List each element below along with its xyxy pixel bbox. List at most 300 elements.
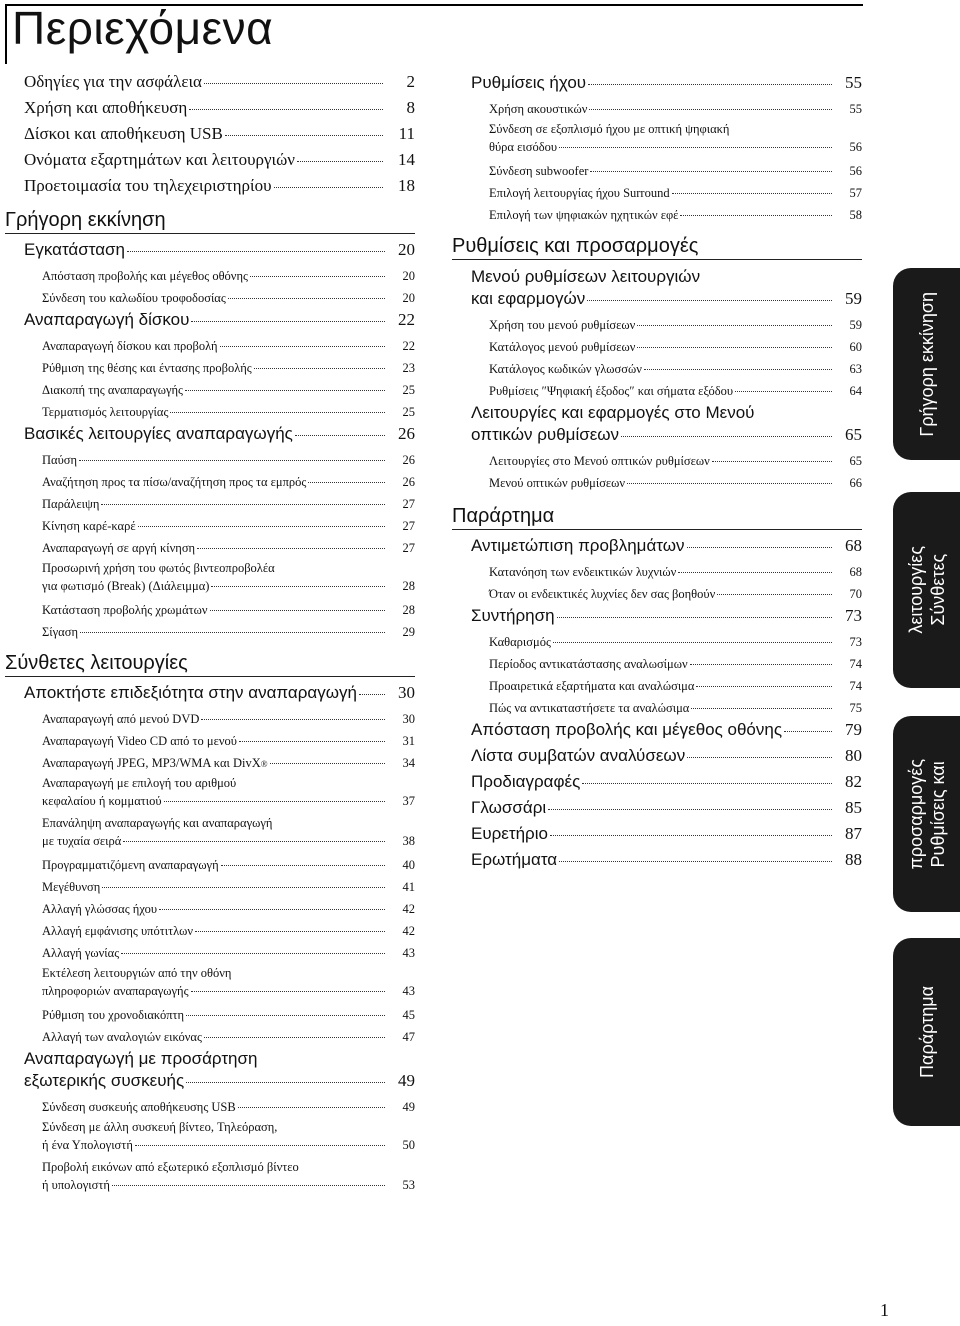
toc-subentry[interactable] — [5, 920, 415, 942]
toc-heading-multiline-line2-row — [471, 424, 862, 446]
toc-subentry[interactable] — [5, 854, 415, 876]
toc-subentry-page: 49 — [402, 1100, 415, 1114]
page-number: 1 — [880, 1300, 889, 1320]
toc-subentry[interactable] — [5, 287, 415, 309]
toc-subentry-page: 27 — [402, 519, 415, 533]
toc-subentry[interactable] — [5, 730, 415, 752]
toc-subentry-text: Ρύθμιση της θέσης και έντασης προβολής — [42, 361, 252, 375]
toc-heading-page: 85 — [845, 798, 862, 817]
toc-subentry-multiline[interactable] — [5, 1118, 415, 1154]
toc-subentry-text: Κατανόηση των ενδεικτικών λυχνιών — [489, 565, 677, 579]
toc-entry-page: 11 — [398, 124, 415, 143]
toc-heading-page: 68 — [845, 536, 862, 555]
toc-heading-multiline-line1: Λειτουργίες και εφαρμογές στο Μενού — [471, 403, 755, 422]
toc-subentry-page: 34 — [402, 756, 415, 770]
dot-leader — [712, 461, 832, 462]
toc-subentry-multiline-line1: Προβολή εικόνων από εξωτερικό εξοπλισμό βίντεο — [42, 1160, 299, 1174]
toc-heading-page: 26 — [398, 424, 415, 443]
toc-left-column — [5, 72, 415, 1198]
toc-heading-multiline-line2: και εφαρμογών — [471, 289, 586, 308]
toc-subentry-page: 40 — [402, 858, 415, 872]
toc-entry-text: Προετοιμασία του τηλεχειριστηρίου — [24, 176, 272, 195]
dot-leader — [559, 861, 832, 862]
dot-leader — [250, 276, 385, 277]
dot-leader — [588, 84, 832, 85]
toc-heading-text: Ρυθμίσεις ήχου — [471, 73, 587, 92]
toc-subentry[interactable] — [5, 379, 415, 401]
toc-subentry-text: Παράλειψη — [42, 497, 100, 511]
toc-subentry[interactable] — [5, 265, 415, 287]
toc-subentry[interactable] — [5, 1026, 415, 1048]
toc-subentry-multiline-page: 53 — [402, 1178, 415, 1192]
toc-subentry-page: 45 — [402, 1008, 415, 1022]
toc-heading-multiline-line2: εξωτερικής συσκευής — [24, 1071, 185, 1090]
dot-leader — [680, 215, 832, 216]
toc-subentry-text: Σύνδεση του καλωδίου τροφοδοσίας — [42, 291, 226, 305]
dot-leader — [189, 109, 383, 110]
toc-subentry[interactable] — [452, 98, 862, 120]
toc-heading-page: 20 — [398, 240, 415, 259]
toc-subentry-text: Αλλαγή γωνίας — [42, 946, 120, 960]
dot-leader — [102, 887, 385, 888]
toc-subentry-multiline-page: 43 — [402, 984, 415, 998]
section-title-appendix: Παράρτημα — [452, 502, 862, 530]
toc-subentry-text: Αναπαραγωγή από μενού DVD — [42, 712, 200, 726]
toc-heading-multiline[interactable] — [452, 402, 862, 446]
toc-subentry[interactable] — [5, 898, 415, 920]
dot-leader — [297, 161, 383, 162]
toc-subentry[interactable] — [452, 182, 862, 204]
dot-leader — [587, 300, 832, 301]
dot-leader — [186, 1015, 385, 1016]
toc-subentry[interactable] — [5, 515, 415, 537]
tab-appendix[interactable] — [893, 938, 960, 1126]
toc-subentry-text: Αναπαραγωγή Video CD από το μενού — [42, 734, 237, 748]
dot-leader — [359, 694, 385, 695]
toc-subentry-text: Αλλαγή των αναλογιών εικόνας — [42, 1030, 202, 1044]
toc-subentry[interactable] — [452, 314, 862, 336]
toc-heading-multiline-page: 49 — [398, 1071, 415, 1090]
toc-subentry-page: 25 — [402, 383, 415, 397]
toc-subentry-text: Προαιρετικά εξαρτήματα και αναλώσιμα — [489, 679, 695, 693]
toc-subentry-multiline-line1: Εκτέλεση λειτουργιών από την οθόνη — [42, 966, 232, 980]
toc-subentry[interactable] — [5, 942, 415, 964]
tab-quick-start-label: Γρήγορη εκκίνηση — [916, 291, 937, 437]
dot-leader — [210, 610, 385, 611]
dot-leader — [204, 83, 383, 84]
dot-leader — [112, 1185, 385, 1186]
dot-leader — [644, 369, 832, 370]
toc-subentry-page: 74 — [849, 679, 862, 693]
toc-heading-page: 55 — [845, 73, 862, 92]
toc-subentry[interactable] — [452, 631, 862, 653]
dot-leader — [220, 346, 385, 347]
toc-subentry-page: 30 — [402, 712, 415, 726]
dot-leader — [687, 757, 832, 758]
toc-heading[interactable] — [5, 683, 415, 708]
toc-subentry[interactable] — [5, 752, 415, 774]
toc-subentry-multiline-line2: ή υπολογιστή — [42, 1178, 110, 1192]
toc-heading-multiline-page: 59 — [845, 289, 862, 308]
toc-heading[interactable] — [452, 824, 862, 849]
toc-subentry-page: 58 — [849, 208, 862, 222]
toc-subentry-text: Χρήση του μενού ρυθμίσεων — [489, 318, 636, 332]
toc-entry-page: 2 — [406, 72, 415, 91]
toc-subentry[interactable] — [452, 450, 862, 472]
toc-subentry-text: Πώς να αντικαταστήσετε τα αναλώσιμα — [489, 701, 690, 715]
toc-subentry[interactable] — [5, 335, 415, 357]
toc-subentry-text: Κίνηση καρέ-καρέ — [42, 519, 136, 533]
toc-heading-page: 80 — [845, 746, 862, 765]
toc-subentry[interactable] — [452, 697, 862, 719]
toc-entry-text: Ονόματα εξαρτημάτων και λειτουργιών — [24, 150, 295, 169]
toc-heading-text: Ευρετήριο — [471, 824, 548, 843]
toc-subentry[interactable] — [5, 876, 415, 898]
dot-leader — [559, 147, 832, 148]
tab-settings-label-1: Ρυθμίσεις και — [927, 760, 948, 868]
toc-heading-text: Αντιμετώπιση προβλημάτων — [471, 536, 685, 555]
toc-subentry-multiline[interactable] — [5, 774, 415, 810]
toc-heading[interactable] — [5, 310, 415, 335]
toc-subentry[interactable] — [5, 1096, 415, 1118]
toc-subentry-text: Απόσταση προβολής και μέγεθος οθόνης — [42, 269, 248, 283]
toc-heading-text: Βασικές λειτουργίες αναπαραγωγής — [24, 424, 293, 443]
toc-subentry-page: 29 — [402, 625, 415, 639]
dot-leader — [201, 719, 385, 720]
dot-leader — [238, 1107, 385, 1108]
dot-leader — [197, 548, 385, 549]
toc-heading-text: Συντήρηση — [471, 606, 555, 625]
dot-leader — [211, 586, 385, 587]
toc-subentry-page: 31 — [402, 734, 415, 748]
toc-heading-page: 87 — [845, 824, 862, 843]
toc-subentry[interactable] — [5, 357, 415, 379]
toc-subentry[interactable] — [452, 675, 862, 697]
dot-leader — [690, 664, 832, 665]
toc-heading-multiline-line2-row — [471, 288, 862, 310]
toc-subentry-multiline-line2-row — [42, 832, 415, 850]
dot-leader — [101, 504, 385, 505]
toc-heading-text: Αποκτήστε επιδεξιότητα στην αναπαραγωγή — [24, 683, 357, 702]
toc-subentry-page: 68 — [849, 565, 862, 579]
toc-subentry-multiline-line2: πληροφοριών αναπαραγωγής — [42, 984, 189, 998]
toc-heading-text: Ερωτήματα — [471, 850, 558, 869]
toc-subentry-page: 28 — [402, 603, 415, 617]
toc-heading-text: Εγκατάσταση — [24, 240, 126, 259]
toc-subentry[interactable] — [452, 160, 862, 182]
toc-subentry-multiline[interactable] — [452, 120, 862, 156]
toc-heading[interactable] — [452, 536, 862, 561]
dot-leader — [582, 783, 832, 784]
toc-subentry-text: Περίοδος αντικατάστασης αναλωσίμων — [489, 657, 688, 671]
toc-subentry-multiline-page: 38 — [402, 834, 415, 848]
toc-subentry-multiline-page: 50 — [402, 1138, 415, 1152]
toc-subentry-page: 26 — [402, 453, 415, 467]
toc-entry[interactable] — [5, 124, 415, 150]
toc-subentry-multiline-line2-row — [489, 138, 862, 156]
toc-subentry[interactable] — [452, 561, 862, 583]
dot-leader — [717, 594, 832, 595]
toc-right-column — [452, 72, 862, 875]
toc-entry[interactable] — [5, 98, 415, 124]
toc-subentry-text: Ρύθμιση του χρονοδιακόπτη — [42, 1008, 185, 1022]
toc-subentry-text: Κατάσταση προβολής χρωμάτων — [42, 603, 208, 617]
toc-subentry-multiline-line2: θύρα εισόδου — [489, 140, 558, 154]
toc-heading[interactable] — [452, 73, 862, 98]
toc-subentry[interactable] — [5, 449, 415, 471]
tab-quick-start[interactable] — [893, 268, 960, 460]
toc-subentry-page: 25 — [402, 405, 415, 419]
dot-leader — [627, 483, 832, 484]
toc-subentry-page: 74 — [849, 657, 862, 671]
toc-subentry[interactable] — [5, 493, 415, 515]
toc-subentry-page: 73 — [849, 635, 862, 649]
dot-leader — [557, 617, 832, 618]
tab-advanced[interactable] — [893, 492, 960, 688]
toc-subentry[interactable] — [5, 471, 415, 493]
toc-subentry-page: 20 — [402, 269, 415, 283]
toc-subentry-multiline-line2-row — [42, 982, 415, 1000]
toc-subentry-multiline[interactable] — [5, 1158, 415, 1194]
dot-leader — [548, 809, 832, 810]
toc-subentry-text: Σύνδεση subwoofer — [489, 164, 589, 178]
dot-leader — [687, 547, 832, 548]
dot-leader — [308, 482, 385, 483]
dot-leader — [735, 391, 832, 392]
dot-leader — [678, 572, 832, 573]
tab-advanced-label-1: Σύνθετες — [927, 554, 948, 626]
toc-subentry-multiline-page: 37 — [402, 794, 415, 808]
toc-heading-multiline[interactable] — [452, 266, 862, 310]
tab-settings[interactable] — [893, 716, 960, 912]
toc-subentry-text: Όταν οι ενδεικτικές λυχνίες δεν σας βοηθούν — [489, 587, 716, 601]
tab-appendix-label: Παράρτημα — [916, 986, 937, 1078]
dot-leader — [228, 298, 385, 299]
toc-subentry-multiline-line2-row — [42, 577, 415, 595]
toc-subentry-text: Παύση — [42, 453, 78, 467]
dot-leader — [553, 642, 832, 643]
toc-heading-page: 88 — [845, 850, 862, 869]
toc-subentry-text: Επιλογή λειτουργίας ήχου Surround — [489, 186, 670, 200]
toc-subentry-text: Μεγέθυνση — [42, 880, 101, 894]
toc-subentry-multiline-line2: για φωτισμό (Break) (Διάλειμμα) — [42, 579, 210, 593]
dot-leader — [127, 251, 385, 252]
toc-entry[interactable] — [5, 72, 415, 98]
toc-subentry-page: 22 — [402, 339, 415, 353]
toc-subentry-text: Κατάλογος κωδικών γλωσσών — [489, 362, 642, 376]
dot-leader — [274, 187, 384, 188]
toc-subentry-page: 42 — [402, 902, 415, 916]
toc-heading-page: 22 — [398, 310, 415, 329]
toc-subentry-multiline-line2: με τυχαία σειρά — [42, 834, 122, 848]
dot-leader — [195, 931, 385, 932]
toc-heading[interactable] — [452, 720, 862, 745]
toc-subentry[interactable] — [452, 204, 862, 226]
toc-subentry-page: 65 — [849, 454, 862, 468]
toc-subentry-page: 75 — [849, 701, 862, 715]
toc-subentry-multiline-line1: Επανάληψη αναπαραγωγής και αναπαραγωγή — [42, 816, 273, 830]
toc-subentry-multiline-line2: κεφαλαίου ή κομματιού — [42, 794, 162, 808]
toc-heading[interactable] — [452, 746, 862, 771]
toc-subentry-text: Αναπαραγωγή JPEG, MP3/WMA και DivX — [42, 756, 261, 770]
spacer — [5, 643, 415, 647]
toc-subentry-text: Μενού οπτικών ρυθμίσεων — [489, 476, 626, 490]
toc-subentry-multiline-line2: ή ένα Υπολογιστή — [42, 1138, 133, 1152]
toc-subentry-multiline-line1: Σύνδεση με άλλη συσκευή βίντεο, Τηλεόραση, — [42, 1120, 278, 1134]
toc-subentry-text: Αλλαγή εμφάνισης υπότιτλων — [42, 924, 194, 938]
dot-leader — [270, 763, 385, 764]
dot-leader — [123, 841, 385, 842]
dot-leader — [204, 1037, 385, 1038]
toc-subentry-multiline[interactable] — [5, 814, 415, 850]
toc-subentry-page: 63 — [849, 362, 862, 376]
dot-leader — [295, 435, 385, 436]
toc-heading[interactable] — [452, 850, 862, 875]
dot-leader — [186, 1082, 385, 1083]
toc-entry-page: 18 — [398, 176, 415, 195]
toc-subentry[interactable] — [452, 653, 862, 675]
dot-leader — [135, 1145, 385, 1146]
dot-leader — [637, 347, 832, 348]
dot-leader — [121, 953, 385, 954]
toc-subentry-text: Αναπαραγωγή σε αργή κίνηση — [42, 541, 196, 555]
toc-subentry-multiline-line2-row — [42, 792, 415, 810]
dot-leader — [191, 991, 385, 992]
toc-subentry[interactable] — [5, 401, 415, 423]
dot-leader — [621, 436, 832, 437]
toc-subentry-page: 57 — [849, 186, 862, 200]
toc-heading-page: 30 — [398, 683, 415, 702]
toc-subentry-page: 43 — [402, 946, 415, 960]
toc-subentry-text: Σίγαση — [42, 625, 78, 639]
page-title: Περιεχόμενα — [12, 2, 274, 54]
toc-subentry-multiline-line1: Σύνδεση σε εξοπλισμό ήχου με οπτική ψηφιακή — [489, 122, 730, 136]
dot-leader — [159, 909, 385, 910]
toc-heading-text: Αναπαραγωγή δίσκου — [24, 310, 190, 329]
toc-subentry-multiline-line2-row — [42, 1176, 415, 1194]
dot-leader — [185, 390, 385, 391]
dot-leader — [590, 171, 832, 172]
dot-leader — [672, 193, 832, 194]
toc-subentry-text: Αναπαραγωγή δίσκου και προβολή — [42, 339, 218, 353]
toc-subentry[interactable] — [452, 583, 862, 605]
toc-subentry-multiline-page: 28 — [402, 579, 415, 593]
toc-subentry-text: Χρήση ακουστικών — [489, 102, 588, 116]
toc-heading-page: 79 — [845, 720, 862, 739]
toc-subentry[interactable] — [452, 358, 862, 380]
toc-subentry-multiline[interactable] — [5, 559, 415, 595]
toc-entry-text: Χρήση και αποθήκευση — [24, 98, 188, 117]
toc-subentry-text: Καθαρισμός — [489, 635, 551, 649]
toc-subentry-page: 59 — [849, 318, 862, 332]
toc-subentry[interactable] — [452, 336, 862, 358]
toc-heading-multiline-line2-row — [24, 1070, 415, 1092]
toc-subentry[interactable] — [452, 472, 862, 494]
dot-leader — [221, 865, 385, 866]
dot-leader — [80, 632, 385, 633]
toc-subentry-text: Τερματισμός λειτουργίας — [42, 405, 169, 419]
toc-heading[interactable] — [452, 606, 862, 631]
section-title-advanced: Σύνθετες λειτουργίες — [5, 649, 415, 677]
toc-subentry-multiline-line1: Αναπαραγωγή με επιλογή του αριθμού — [42, 776, 237, 790]
dot-leader — [191, 321, 385, 322]
toc-heading-page: 82 — [845, 772, 862, 791]
toc-entry[interactable] — [5, 176, 415, 202]
toc-heading[interactable] — [5, 424, 415, 449]
toc-subentry-page: 27 — [402, 541, 415, 555]
toc-subentry[interactable] — [5, 599, 415, 621]
toc-subentry-multiline[interactable] — [5, 964, 415, 1000]
tab-advanced-label-2: λειτουργίες — [905, 546, 926, 634]
toc-subentry-text: Διακοπή της αναπαραγωγής — [42, 383, 183, 397]
toc-heading-text: Λίστα συμβατών αναλύσεων — [471, 746, 686, 765]
toc-subentry-page: 56 — [849, 164, 862, 178]
toc-heading-multiline[interactable] — [5, 1048, 415, 1092]
toc-entry[interactable] — [5, 150, 415, 176]
toc-heading-text: Γλωσσάρι — [471, 798, 547, 817]
toc-heading-multiline-page: 65 — [845, 425, 862, 444]
toc-subentry-text: Επιλογή των ψηφιακών ηχητικών εφέ — [489, 208, 679, 222]
toc-subentry-page: 47 — [402, 1030, 415, 1044]
toc-heading[interactable] — [452, 798, 862, 823]
dot-leader — [138, 526, 385, 527]
toc-subentry[interactable] — [5, 708, 415, 730]
toc-subentry[interactable] — [5, 537, 415, 559]
dot-leader — [637, 325, 832, 326]
dot-leader — [254, 368, 385, 369]
toc-heading-multiline-line1: Αναπαραγωγή με προσάρτηση — [24, 1049, 258, 1068]
toc-heading-text: Απόσταση προβολής και μέγεθος οθόνης — [471, 720, 783, 739]
toc-heading[interactable] — [5, 240, 415, 265]
dot-leader — [589, 109, 832, 110]
section-title-settings: Ρυθμίσεις και προσαρμογές — [452, 232, 862, 260]
toc-subentry-text: Ρυθμίσεις ″Ψηφιακή έξοδος″ και σήματα εξόδου — [489, 384, 734, 398]
toc-subentry-page: 55 — [849, 102, 862, 116]
toc-subentry-page: 20 — [402, 291, 415, 305]
dot-leader — [691, 708, 832, 709]
toc-heading-multiline-line2: οπτικών ρυθμίσεων — [471, 425, 620, 444]
toc-subentry-page: 42 — [402, 924, 415, 938]
toc-subentry-text: Προγραμματιζόμενη αναπαραγωγή — [42, 858, 219, 872]
dot-leader — [225, 135, 383, 136]
toc-subentry-page: 60 — [849, 340, 862, 354]
toc-subentry-page: 66 — [849, 476, 862, 490]
toc-subentry[interactable] — [5, 1004, 415, 1026]
toc-subentry[interactable] — [5, 621, 415, 643]
toc-entry-text: Δίσκοι και αποθήκευση USB — [24, 124, 223, 143]
toc-subentry-page: 27 — [402, 497, 415, 511]
toc-entry-page: 14 — [398, 150, 415, 169]
dot-leader — [696, 686, 832, 687]
toc-subentry-text: Αναζήτηση προς τα πίσω/αναζήτηση προς τα εμπρός — [42, 475, 307, 489]
dot-leader — [784, 731, 832, 732]
toc-heading[interactable] — [452, 772, 862, 797]
toc-subentry-page: 41 — [402, 880, 415, 894]
toc-subentry-page: 26 — [402, 475, 415, 489]
dot-leader — [79, 460, 385, 461]
dot-leader — [239, 741, 385, 742]
toc-subentry-page: 23 — [402, 361, 415, 375]
toc-subentry-multiline-page: 56 — [849, 140, 862, 154]
toc-entry-page: 8 — [406, 98, 415, 117]
toc-entry-text: Οδηγίες για την ασφάλεια — [24, 72, 202, 91]
toc-subentry[interactable] — [452, 380, 862, 402]
toc-subentry-page: 64 — [849, 384, 862, 398]
registered-mark: ® — [260, 759, 268, 769]
toc-subentry-text: Κατάλογος μενού ρυθμίσεων — [489, 340, 636, 354]
toc-subentry-text: Λειτουργίες στο Μενού οπτικών ρυθμίσεων — [489, 454, 710, 468]
toc-heading-multiline-line1: Μενού ρυθμίσεων λειτουργιών — [471, 267, 701, 286]
